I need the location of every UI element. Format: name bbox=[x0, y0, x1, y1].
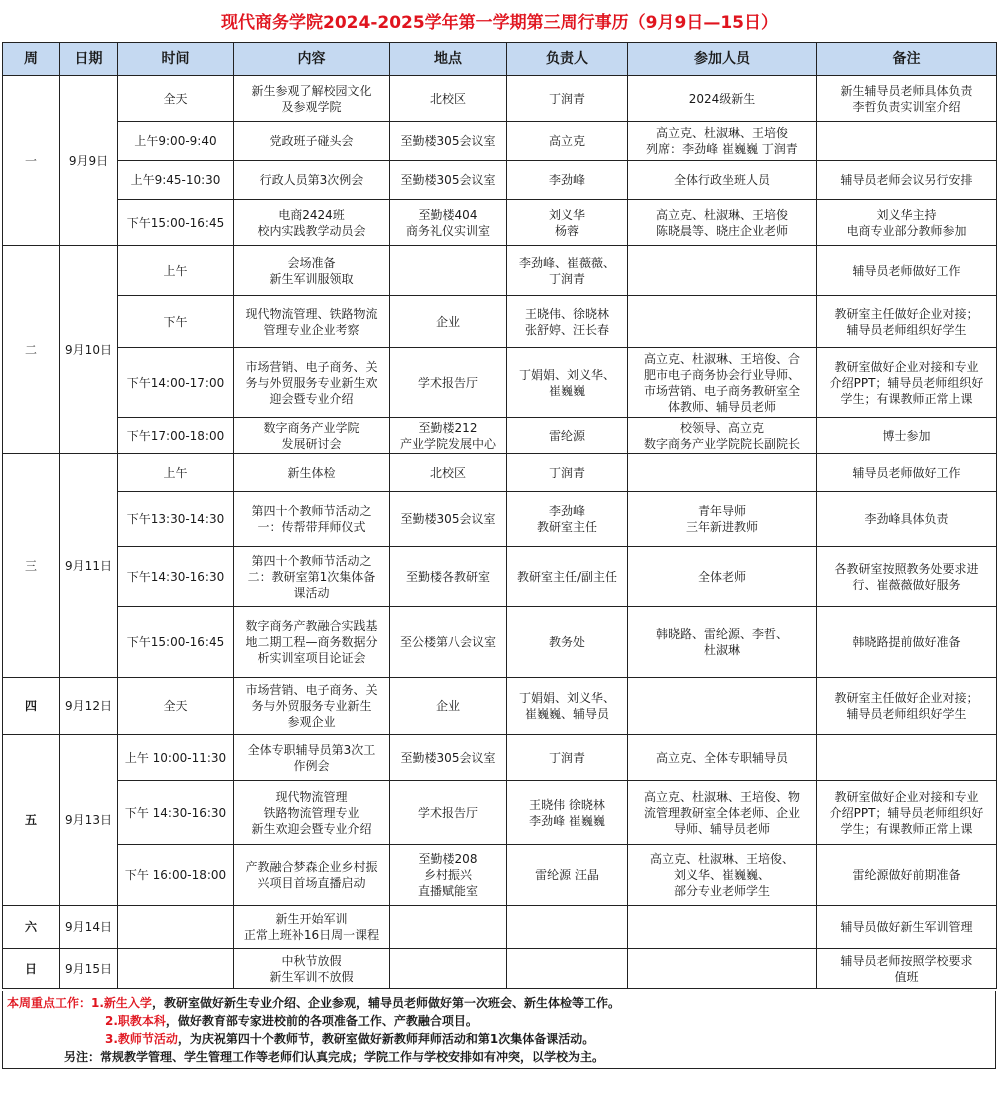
notes-key-1: 1.新生入学 bbox=[91, 996, 152, 1010]
time-cell: 下午15:00-16:45 bbox=[118, 607, 234, 678]
page-title: 现代商务学院2024-2025学年第一学期第三周行事历（9月9日—15日） bbox=[221, 12, 778, 33]
time-cell bbox=[118, 949, 234, 989]
attendees-cell bbox=[628, 296, 817, 348]
time-cell: 上午 bbox=[118, 454, 234, 492]
week-cell: 二 bbox=[3, 246, 60, 454]
header-week: 周 bbox=[3, 43, 60, 76]
note-cell: 各教研室按照教务处要求进 行、崔薇薇做好服务 bbox=[817, 547, 997, 607]
owner-cell: 李劲峰 教研室主任 bbox=[507, 492, 628, 547]
time-cell: 下午14:30-16:30 bbox=[118, 547, 234, 607]
time-cell: 下午 14:30-16:30 bbox=[118, 781, 234, 845]
attendees-cell: 高立克、杜淑琳、王培俊 列席：李劲峰 崔巍巍 丁润青 bbox=[628, 122, 817, 161]
week-cell: 三 bbox=[3, 454, 60, 678]
table-row bbox=[3, 348, 997, 418]
time-cell bbox=[118, 906, 234, 949]
owner-cell: 刘义华 杨蓉 bbox=[507, 200, 628, 246]
attendees-cell: 高立克、全体专职辅导员 bbox=[628, 735, 817, 781]
note-cell: 教研室做好企业对接和专业 介绍PPT；辅导员老师组织好 学生；有课教师正常上课 bbox=[817, 781, 997, 845]
note-cell: 辅导员老师做好工作 bbox=[817, 246, 997, 296]
table-row bbox=[3, 607, 997, 678]
attendees-cell: 高立克、杜淑琳、王培俊、合 肥市电子商务协会行业导师、 市场营销、电子商务教研室全 体教师、辅导员老师 bbox=[628, 348, 817, 418]
place-cell: 至勤楼305会议室 bbox=[390, 161, 507, 200]
header-date: 日期 bbox=[60, 43, 118, 76]
table-row bbox=[3, 492, 997, 547]
week-cell: 日 bbox=[3, 949, 60, 989]
notes-key-2: 2.职教本科 bbox=[105, 1014, 166, 1028]
table-row bbox=[3, 845, 997, 906]
attendees-cell: 全体行政坐班人员 bbox=[628, 161, 817, 200]
note-cell: 教研室做好企业对接和专业 介绍PPT；辅导员老师组织好 学生；有课教师正常上课 bbox=[817, 348, 997, 418]
table-row bbox=[3, 781, 997, 845]
table-row bbox=[3, 161, 997, 200]
time-cell: 上午 bbox=[118, 246, 234, 296]
time-cell: 下午14:00-17:00 bbox=[118, 348, 234, 418]
date-cell: 9月15日 bbox=[60, 949, 118, 989]
date-cell: 9月9日 bbox=[60, 76, 118, 246]
notes-line-1 bbox=[7, 994, 991, 1012]
content-cell: 现代物流管理、铁路物流 管理专业企业考察 bbox=[234, 296, 390, 348]
note-cell: 李劲峰具体负责 bbox=[817, 492, 997, 547]
date-cell: 9月10日 bbox=[60, 246, 118, 454]
notes-line-2 bbox=[7, 1012, 991, 1030]
content-cell: 会场准备 新生军训服领取 bbox=[234, 246, 390, 296]
date-cell: 9月14日 bbox=[60, 906, 118, 949]
header-time: 时间 bbox=[118, 43, 234, 76]
owner-cell: 高立克 bbox=[507, 122, 628, 161]
content-cell: 行政人员第3次例会 bbox=[234, 161, 390, 200]
place-cell: 至勤楼305会议室 bbox=[390, 122, 507, 161]
attendees-cell: 2024级新生 bbox=[628, 76, 817, 122]
table-row bbox=[3, 296, 997, 348]
content-cell: 产教融合梦森企业乡村振 兴项目首场直播启动 bbox=[234, 845, 390, 906]
content-cell: 第四十个教师节活动之 一：传帮带拜师仪式 bbox=[234, 492, 390, 547]
time-cell: 下午15:00-16:45 bbox=[118, 200, 234, 246]
date-cell: 9月11日 bbox=[60, 454, 118, 678]
attendees-cell: 校领导、高立克 数字商务产业学院院长副院长 bbox=[628, 418, 817, 454]
attendees-cell: 高立克、杜淑琳、王培俊、 刘义华、崔巍巍、 部分专业老师学生 bbox=[628, 845, 817, 906]
notes-text-1: ，教研室做好新生专业介绍、企业参观，辅导员老师做好第一次班会、新生体检等工作。 bbox=[151, 996, 620, 1010]
place-cell bbox=[390, 246, 507, 296]
notes-text-3: ，为庆祝第四十个教师节，教研室做好新教师拜师活动和第1次集体备课活动。 bbox=[177, 1032, 595, 1046]
note-cell: 辅导员老师做好工作 bbox=[817, 454, 997, 492]
place-cell: 学术报告厅 bbox=[390, 348, 507, 418]
table-row bbox=[3, 122, 997, 161]
owner-cell: 丁娟娟、刘义华、 崔巍巍 bbox=[507, 348, 628, 418]
place-cell: 学术报告厅 bbox=[390, 781, 507, 845]
table-row bbox=[3, 547, 997, 607]
time-cell: 下午 bbox=[118, 296, 234, 348]
content-cell: 数字商务产教融合实践基 地二期工程—商务数据分 析实训室项目论证会 bbox=[234, 607, 390, 678]
note-cell: 新生辅导员老师具体负责 李哲负责实训室介绍 bbox=[817, 76, 997, 122]
schedule-table bbox=[2, 42, 997, 989]
note-cell: 刘义华主持 电商专业部分教师参加 bbox=[817, 200, 997, 246]
time-cell: 上午9:45-10:30 bbox=[118, 161, 234, 200]
attendees-cell: 韩晓路、雷纶源、李哲、 杜淑琳 bbox=[628, 607, 817, 678]
attendees-cell: 全体老师 bbox=[628, 547, 817, 607]
owner-cell: 李劲峰、崔薇薇、 丁润青 bbox=[507, 246, 628, 296]
table-row bbox=[3, 906, 997, 949]
owner-cell: 丁润青 bbox=[507, 76, 628, 122]
time-cell: 全天 bbox=[118, 678, 234, 735]
content-cell: 现代物流管理 铁路物流管理专业 新生欢迎会暨专业介绍 bbox=[234, 781, 390, 845]
notes-text-2: ，做好教育部专家进校前的各项准备工作、产教融合项目。 bbox=[165, 1014, 478, 1028]
place-cell: 北校区 bbox=[390, 454, 507, 492]
weekly-notes bbox=[2, 991, 996, 1069]
table-row bbox=[3, 735, 997, 781]
note-cell: 教研室主任做好企业对接； 辅导员老师组织好学生 bbox=[817, 678, 997, 735]
owner-cell: 教研室主任/副主任 bbox=[507, 547, 628, 607]
place-cell: 至勤楼208 乡村振兴 直播赋能室 bbox=[390, 845, 507, 906]
place-cell: 至勤楼305会议室 bbox=[390, 735, 507, 781]
week-cell: 五 bbox=[3, 735, 60, 906]
notes-text-4: 另注：常规教学管理、学生管理工作等老师们认真完成；学院工作与学校安排如有冲突，以学校为主。 bbox=[64, 1050, 605, 1064]
content-cell: 新生体检 bbox=[234, 454, 390, 492]
owner-cell: 丁润青 bbox=[507, 735, 628, 781]
content-cell: 中秋节放假 新生军训不放假 bbox=[234, 949, 390, 989]
table-row bbox=[3, 454, 997, 492]
content-cell: 第四十个教师节活动之 二：教研室第1次集体备 课活动 bbox=[234, 547, 390, 607]
content-cell: 新生参观了解校园文化 及参观学院 bbox=[234, 76, 390, 122]
owner-cell: 丁润青 bbox=[507, 454, 628, 492]
notes-line-3 bbox=[7, 1030, 991, 1048]
place-cell: 北校区 bbox=[390, 76, 507, 122]
note-cell: 辅导员老师会议另行安排 bbox=[817, 161, 997, 200]
notes-line-4 bbox=[7, 1048, 991, 1066]
table-row bbox=[3, 949, 997, 989]
attendees-cell bbox=[628, 246, 817, 296]
owner-cell bbox=[507, 949, 628, 989]
owner-cell: 王晓伟 徐晓林 李劲峰 崔巍巍 bbox=[507, 781, 628, 845]
table-row bbox=[3, 200, 997, 246]
time-cell: 下午 16:00-18:00 bbox=[118, 845, 234, 906]
header-note: 备注 bbox=[817, 43, 997, 76]
content-cell: 数字商务产业学院 发展研讨会 bbox=[234, 418, 390, 454]
content-cell: 市场营销、电子商务、关 务与外贸服务专业新生欢 迎会暨专业介绍 bbox=[234, 348, 390, 418]
week-cell: 一 bbox=[3, 76, 60, 246]
owner-cell bbox=[507, 906, 628, 949]
attendees-cell bbox=[628, 906, 817, 949]
date-cell: 9月13日 bbox=[60, 735, 118, 906]
attendees-cell bbox=[628, 454, 817, 492]
attendees-cell: 高立克、杜淑琳、王培俊、物 流管理教研室全体老师、企业 导师、辅导员老师 bbox=[628, 781, 817, 845]
attendees-cell: 高立克、杜淑琳、王培俊 陈晓晨等、晓庄企业老师 bbox=[628, 200, 817, 246]
note-cell bbox=[817, 735, 997, 781]
time-cell: 上午9:00-9:40 bbox=[118, 122, 234, 161]
owner-cell: 雷纶源 汪晶 bbox=[507, 845, 628, 906]
owner-cell: 教务处 bbox=[507, 607, 628, 678]
header-content: 内容 bbox=[234, 43, 390, 76]
time-cell: 全天 bbox=[118, 76, 234, 122]
note-cell: 教研室主任做好企业对接； 辅导员老师组织好学生 bbox=[817, 296, 997, 348]
content-cell: 市场营销、电子商务、关 务与外贸服务专业新生 参观企业 bbox=[234, 678, 390, 735]
date-cell: 9月12日 bbox=[60, 678, 118, 735]
note-cell: 韩晓路提前做好准备 bbox=[817, 607, 997, 678]
header-place: 地点 bbox=[390, 43, 507, 76]
place-cell: 至勤楼各教研室 bbox=[390, 547, 507, 607]
content-cell: 党政班子碰头会 bbox=[234, 122, 390, 161]
attendees-cell bbox=[628, 949, 817, 989]
place-cell: 企业 bbox=[390, 296, 507, 348]
notes-label: 本周重点工作： bbox=[7, 996, 92, 1010]
content-cell: 全体专职辅导员第3次工 作例会 bbox=[234, 735, 390, 781]
place-cell: 至勤楼404 商务礼仪实训室 bbox=[390, 200, 507, 246]
owner-cell: 雷纶源 bbox=[507, 418, 628, 454]
note-cell bbox=[817, 122, 997, 161]
note-cell: 博士参加 bbox=[817, 418, 997, 454]
attendees-cell: 青年导师 三年新进教师 bbox=[628, 492, 817, 547]
table-row bbox=[3, 246, 997, 296]
place-cell: 至公楼第八会议室 bbox=[390, 607, 507, 678]
place-cell: 至勤楼212 产业学院发展中心 bbox=[390, 418, 507, 454]
attendees-cell bbox=[628, 678, 817, 735]
week-cell: 六 bbox=[3, 906, 60, 949]
table-row bbox=[3, 418, 997, 454]
place-cell: 企业 bbox=[390, 678, 507, 735]
time-cell: 下午17:00-18:00 bbox=[118, 418, 234, 454]
owner-cell: 丁娟娟、刘义华、 崔巍巍、辅导员 bbox=[507, 678, 628, 735]
note-cell: 辅导员老师按照学校要求 值班 bbox=[817, 949, 997, 989]
table-row bbox=[3, 76, 997, 122]
place-cell: 至勤楼305会议室 bbox=[390, 492, 507, 547]
owner-cell: 李劲峰 bbox=[507, 161, 628, 200]
content-cell: 新生开始军训 正常上班补16日周一课程 bbox=[234, 906, 390, 949]
header-row bbox=[3, 43, 997, 76]
note-cell: 雷纶源做好前期准备 bbox=[817, 845, 997, 906]
header-attendees: 参加人员 bbox=[628, 43, 817, 76]
header-owner: 负责人 bbox=[507, 43, 628, 76]
table-row bbox=[3, 678, 997, 735]
time-cell: 上午 10:00-11:30 bbox=[118, 735, 234, 781]
week-cell: 四 bbox=[3, 678, 60, 735]
time-cell: 下午13:30-14:30 bbox=[118, 492, 234, 547]
note-cell: 辅导员做好新生军训管理 bbox=[817, 906, 997, 949]
content-cell: 电商2424班 校内实践教学动员会 bbox=[234, 200, 390, 246]
notes-key-3: 3.教师节活动 bbox=[105, 1032, 178, 1046]
place-cell bbox=[390, 906, 507, 949]
place-cell bbox=[390, 949, 507, 989]
owner-cell: 王晓伟、徐晓林 张舒婷、汪长春 bbox=[507, 296, 628, 348]
